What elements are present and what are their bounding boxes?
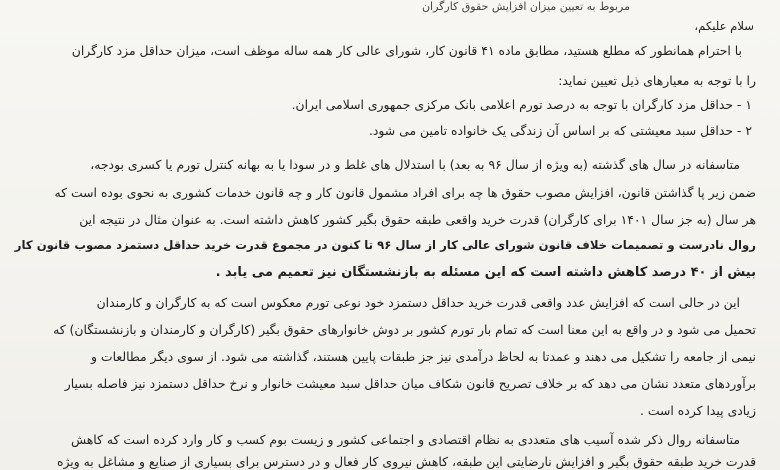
intro-line-1: با احترام همانطور که مطلع هستید، مطابق ماده ۴۱ قانون کار، شورای عالی کار همه ساله موظف است، میزان حداقل مزد کارگران <box>71 43 742 58</box>
paragraph-2-line-2: تحمیل می شود و در واقع به این معنا است که تمام بار تورم کشور بر دوش خانوارهای حقوق بگیر (کارگران و کارمندان و بازنشستگان) که <box>53 322 756 337</box>
paragraph-2-line-3: نیمی از جامعه را تشکیل می دهند و عمدتا به لحاظ درآمدی نیز جز طبقات پایین هستند، گذاشته می شود. از سوی دیگر مطالعات و <box>91 349 756 364</box>
paragraph-1-line-3: هر سال (به جز سال ۱۴۰۱ برای کارگران) قدرت خرید واقعی طبقه حقوق بگیر کشور کاهش داشته است. به عنوان مثال در نتیجه این <box>79 212 756 227</box>
criterion-1: ۱ - حداقل مزد کارگران با توجه به درصد تورم اعلامی بانک مرکزی جمهوری اسلامی ایران. <box>291 97 752 112</box>
criterion-2: ۲ - حداقل سبد معیشتی که بر اساس آن زندگی یک خانواده تامین می شود. <box>368 123 752 138</box>
greeting: سلام علیکم، <box>694 19 754 33</box>
paragraph-1-line-4: روال نادرست و تصمیمات خلاف قانون شورای عالی کار از سال ۹۶ تا کنون در مجموع قدرت خرید حداقل دستمزد مصوب قانون کار <box>14 238 756 252</box>
paragraph-1-line-1: متاسفانه در سال های گذشته (به ویژه از سال ۹۶ به بعد) با استدلال های غلط و در سودا یا به بهانه کنترل تورم یا کسری بودجه، <box>90 157 740 172</box>
paragraph-3-line-1: متاسفانه روال ذکر شده آسیب های متعددی به نظام اقتصادی و اجتماعی کشور و زیست بوم کسب و کار وارد کرده است که کاهش <box>70 432 740 447</box>
paragraph-1-line-2: ضمن زیر پا گذاشتن قانون، افزایش مصوب حقوق ها چه برای افراد مشمول قانون کار و چه قانون خدمات کشوری به نحوی بوده است که <box>54 185 756 200</box>
paragraph-2-line-1: این در حالی است که افزایش عدد واقعی قدرت خرید حداقل دستمزد خود نوعی تورم معکوس است که به کارگران و کارمندان <box>96 295 740 310</box>
paragraph-2-line-5: زیادی پیدا کرده است . <box>640 403 756 418</box>
header-strip: مربوط به تعیین میزان افزایش حقوق کارگران <box>421 0 630 13</box>
intro-line-2: را با توجه به معیارهای ذیل تعیین نماید: <box>558 73 756 88</box>
paragraph-3-line-2: قدرت خرید طبقه حقوق بگیر و افزایش نارضایتی این طبقه، کاهش نیروی کار فعال و در دسترس برای بسیاری از صنایع و مشاغل به ویژه <box>56 454 756 469</box>
paragraph-1-line-5: بیش از ۴۰ درصد کاهش داشته است که این مسئله به بازنشستگان نیز تعمیم می یابد . <box>215 265 756 280</box>
paragraph-2-line-4: برآوردهای متعدد نشان می دهد که بر خلاف تصریح قانون شکاف میان حداقل سبد معیشت خانوار و نرخ حداقل دستمزد نیز فاصله بسیار <box>64 376 756 391</box>
